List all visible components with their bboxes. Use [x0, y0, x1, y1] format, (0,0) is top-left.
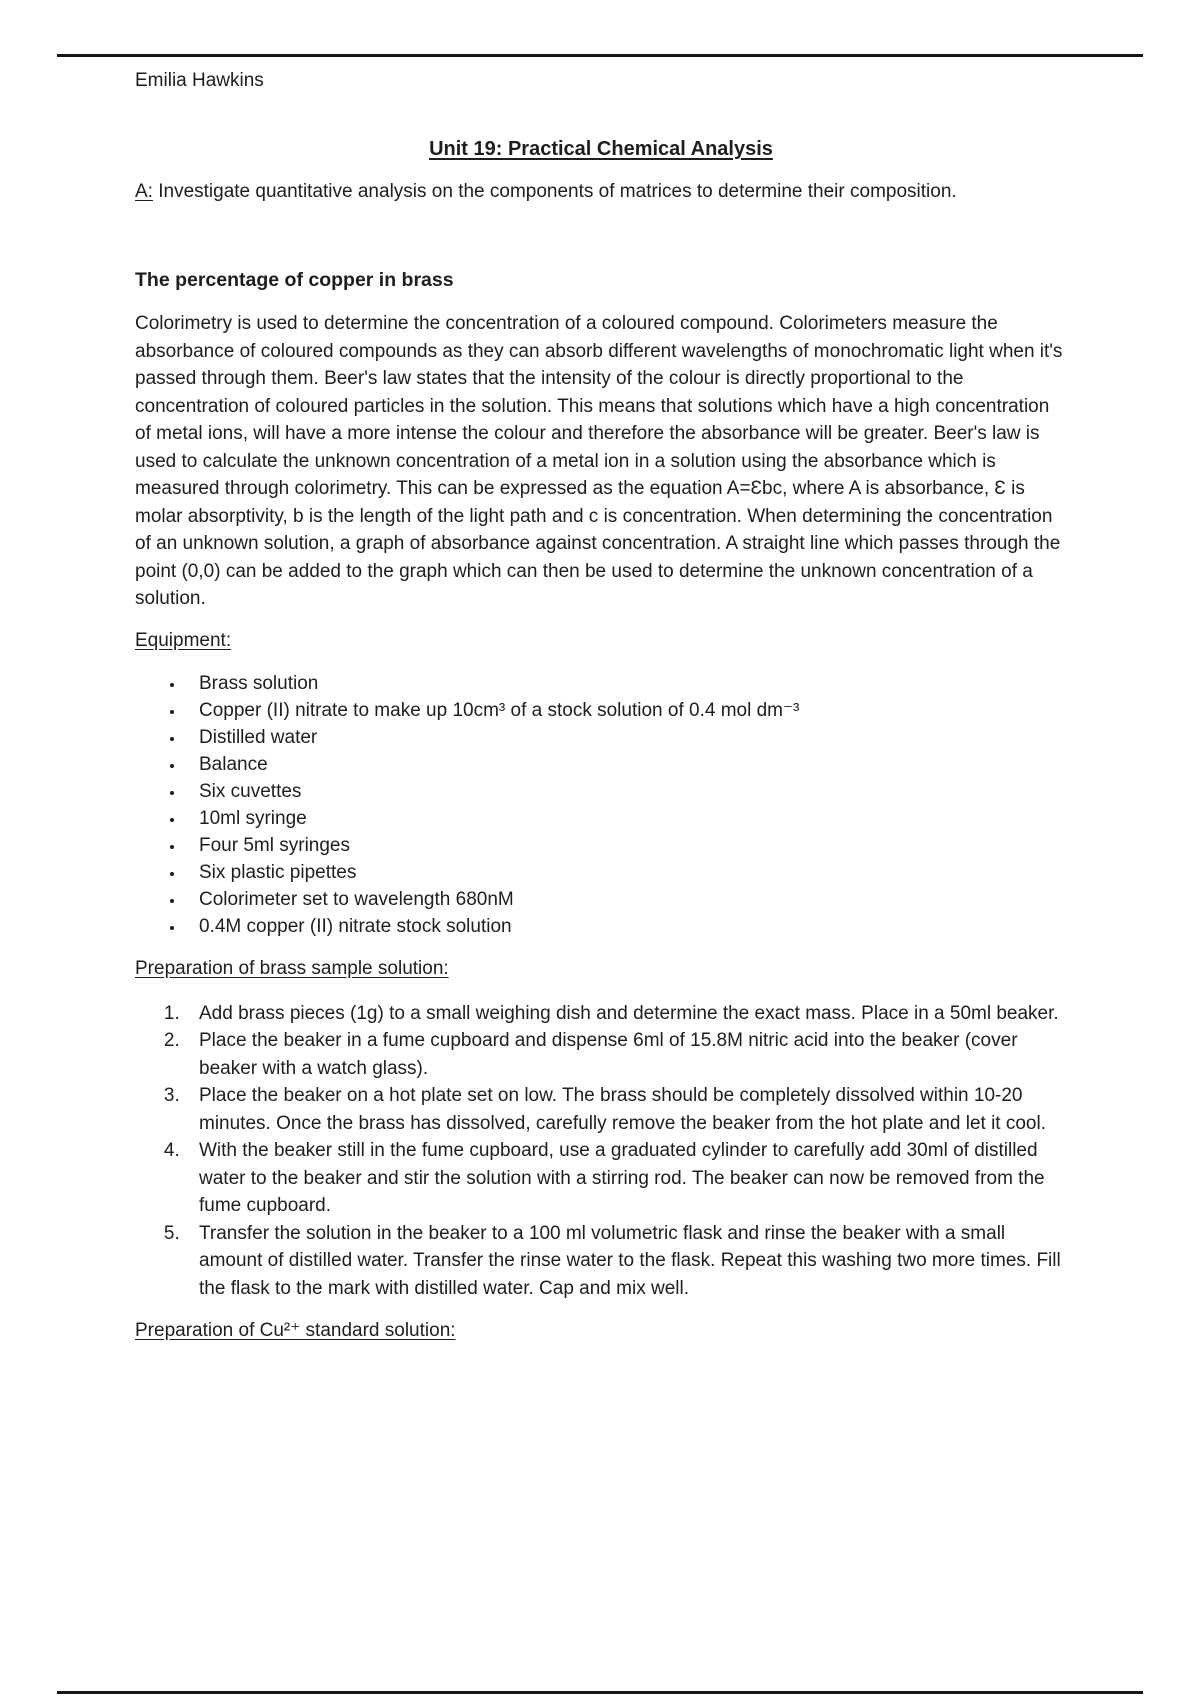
equipment-list [135, 670, 1067, 940]
equipment-item: • Balance [185, 751, 1067, 778]
equipment-item: • 0.4M copper (II) nitrate stock solution [185, 913, 1067, 940]
brass-preparation-steps [135, 1000, 1067, 1303]
equipment-item: • Colorimeter set to wavelength 680nM [185, 886, 1067, 913]
document-body [135, 70, 1067, 1344]
header-rule [57, 54, 1143, 57]
preparation-step: 1. Add brass pieces (1g) to a small weighing dish and determine the exact mass. Place in a 50ml beaker. [185, 1000, 1067, 1028]
cu-standard-preparation-heading: Preparation of Cu²⁺ standard solution: [135, 1320, 456, 1341]
section-heading-copper-in-brass: The percentage of copper in brass [135, 269, 454, 291]
equipment-item: • 10ml syringe [185, 805, 1067, 832]
assignment-objective [135, 178, 1067, 205]
footer-rule [57, 1691, 1143, 1694]
objective-label: A: [135, 181, 153, 202]
document-title: Unit 19: Practical Chemical Analysis [429, 138, 773, 160]
equipment-item: • Brass solution [185, 670, 1067, 697]
equipment-item: • Four 5ml syringes [185, 832, 1067, 859]
brass-preparation-heading: Preparation of brass sample solution: [135, 957, 449, 979]
preparation-step: 3. Place the beaker on a hot plate set on low. The brass should be completely dissolved within 10-20 minutes. Once the brass has dissolved, carefully remove the beaker from the hot plate and let it cool. [185, 1082, 1067, 1137]
preparation-step: 5. Transfer the solution in the beaker to a 100 ml volumetric flask and rinse the beaker with a small amount of distilled water. Transfer the rinse water to the flask. Repeat this washing two more times. Fill the flask to the mark with distilled water. Cap and mix well. [185, 1220, 1067, 1303]
author-name: Emilia Hawkins [135, 70, 264, 91]
preparation-step: 2. Place the beaker in a fume cupboard and dispense 6ml of 15.8M nitric acid into the beaker (cover beaker with a watch glass). [185, 1027, 1067, 1082]
equipment-item: • Copper (II) nitrate to make up 10cm³ of a stock solution of 0.4 mol dm⁻³ [185, 697, 1067, 724]
equipment-item: • Distilled water [185, 724, 1067, 751]
equipment-heading: Equipment: [135, 629, 232, 651]
objective-text: Investigate quantitative analysis on the components of matrices to determine their composition. [152, 181, 957, 202]
preparation-step: 4. With the beaker still in the fume cupboard, use a graduated cylinder to carefully add 30ml of distilled water to the beaker and stir the solution with a stirring rod. The beaker can now be removed from the fume cupboard. [185, 1137, 1067, 1220]
equipment-item: • Six plastic pipettes [185, 859, 1067, 886]
colorimetry-paragraph: Colorimetry is used to determine the concentration of a coloured compound. Colorimeters measure the absorbance of coloured compounds as they can absorb different wavelengths of monochromatic light when it's passed through them. Beer's law states that the intensity of the colour is directly proportional to the concentration of coloured particles in the solution. This means that solutions which have a high concentration of metal ions, will have a more intense the colour and therefore the absorbance will be greater. Beer's law is used to calculate the unknown concentration of a metal ion in a solution using the absorbance which is measured through colorimetry. This can be expressed as the equation A=Ɛbc, where A is absorbance, Ɛ is molar absorptivity, b is the length of the light path and c is concentration. When determining the concentration of an unknown solution, a graph of absorbance against concentration. A straight line which passes through the point (0,0) can be added to the graph which can then be used to determine the unknown concentration of a solution. [135, 313, 1063, 609]
equipment-item: • Six cuvettes [185, 778, 1067, 805]
